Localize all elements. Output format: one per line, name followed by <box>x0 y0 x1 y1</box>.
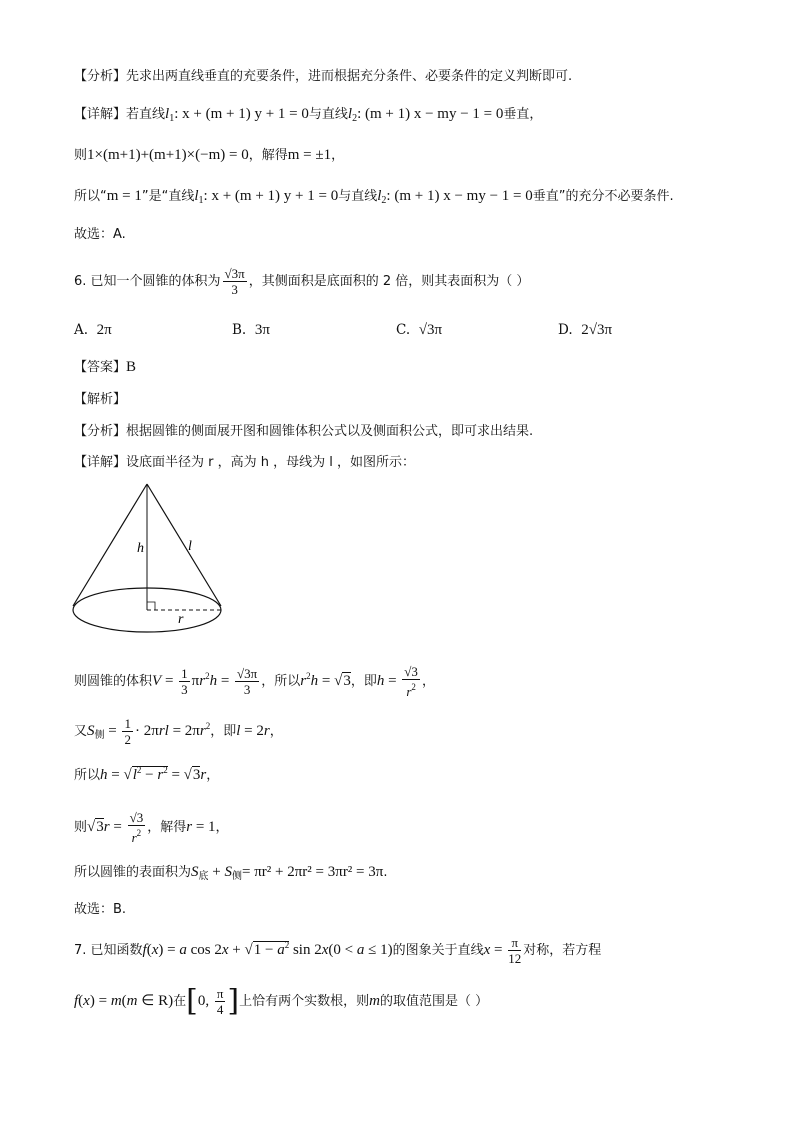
q5-detail: 【详解】若直线$l_1$: x + (m + 1) y + 1 = 0与直线$l_2$: (m + 1) x − my − 1 = 0垂直， <box>74 106 543 124</box>
option-a: A. 2π <box>74 322 112 338</box>
detail-tag: 【详解】 <box>74 107 127 122</box>
q6-step4: 则√3r = $\frac{√3}{r^2}$ ，解得r = 1， <box>74 810 229 845</box>
q6-detail: 【详解】设底面半径为 r ，高为 h ，母线为 l ，如图所示： <box>74 455 416 470</box>
label-r: r <box>178 612 184 627</box>
cone-figure <box>66 478 236 648</box>
line1-equation: : x + (m + 1) y + 1 = 0 <box>174 106 309 122</box>
line2-equation: : (m + 1) x − my − 1 = 0 <box>357 106 504 122</box>
q6-choice: 故选：B. <box>74 902 127 917</box>
q7-stem-line1: 7. 已知函数f(x) = a $\cos 2x + √1 - a^2$ sin 2x(0 < a ≤ 1)的图象关于直线x = $\frac{\pi}{12}$ 对称，若方程 <box>74 935 602 966</box>
q6-analysis: 【分析】根据圆锥的侧面展开图和圆锥体积公式以及侧面积公式，即可求出结果. <box>74 424 534 439</box>
label-l: l <box>188 539 192 554</box>
q7-stem-line2: f(x) = m(m ∈ R)在[0, $\frac{\pi}{4}$ ]上恰有两个实数根，则m的取值范围是（ ） <box>74 983 489 1019</box>
answer-value: B <box>126 359 137 375</box>
q6-step2: 又$S_侧$ = $\frac{1}{2}$ · $2\pi rl = 2\pi r^2$，即l = 2r， <box>74 716 283 747</box>
q5-then: 则1×(m+1)+(m+1)×(−m) = 0，解得m = ±1， <box>74 147 345 163</box>
q5-analysis <box>74 66 572 87</box>
q6-step5: 所以圆锥的表面积为$S_底 + S_侧= \pi r^2 + 2\pi r^2 = 3\pi r^2 = 3\pi$. <box>74 864 388 882</box>
surface-area-equation: = πr² + 2πr² = 3πr² = 3π <box>241 864 384 880</box>
q6-answer: 【答案】B <box>74 359 137 375</box>
option-b: B. 3π <box>232 322 270 338</box>
q5-conclusion: 所以“m = 1”是“直线$l_1$: x + (m + 1) y + 1 = 0与直线$l_2$: (m + 1) x − my − 1 = 0垂直”的充分不必要条件. <box>74 188 674 206</box>
option-d: D. 2√3π <box>558 322 613 338</box>
analysis-text: 先求出两直线垂直的充要条件，进而根据充分条件、必要条件的定义判断即可. <box>126 69 573 84</box>
q6-stem: 6. 已知一个圆锥的体积为 $\frac{√3\pi}{3}$ ，其侧面积是底面积的 2 倍，则其表面积为（ ） <box>74 266 530 297</box>
option-c: C. √3π <box>396 322 443 338</box>
q6-step3: 所以$h = √l^2 - r^2 = √3r$， <box>74 765 220 783</box>
m-result: m = ±1 <box>287 147 332 163</box>
analysis-tag: 【分析】 <box>74 69 127 84</box>
perpendicular-condition: 1×(m+1)+(m+1)×(−m) = 0 <box>87 147 249 163</box>
q5-choice: 故选：A. <box>74 227 126 242</box>
label-h: h <box>137 541 144 556</box>
q6-solution-tag: 【解析】 <box>74 392 127 407</box>
q6-step1: 则圆锥的体积V = $\frac{1}{3}$ $\pi r^2h$ = $\frac{√3\pi}{3}$ ，所以$r^2h = √3$，即h = $\frac{√3}{r^2}$ ， <box>74 664 435 699</box>
